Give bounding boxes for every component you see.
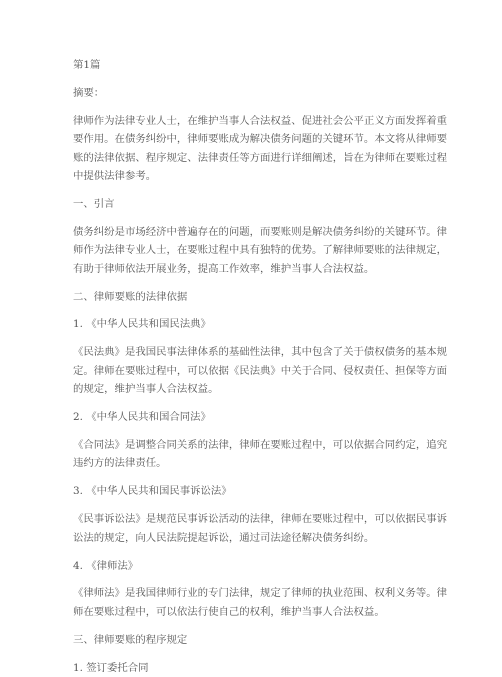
item2-paragraph [73, 436, 448, 473]
section-title: 二、律师要账的法律依据 [73, 290, 188, 303]
list-item-title: 4. 《律师法》 [73, 559, 139, 572]
item1-paragraph [73, 343, 448, 398]
paragraph-line: 定。律师在要账过程中，可以依据《民法典》中关于合同、侵权责任、担保等方面 [73, 364, 448, 377]
paragraph-line: 师在要账过程中，可以依法行使自己的权利，维护当事人合法权益。 [73, 605, 385, 618]
paragraph-line: 账的法律依据、程序规定、法律责任等方面进行详细阐述，旨在为律师在要账过程 [73, 151, 448, 164]
paragraph-line: 的规定，维护当事人合法权益。 [73, 383, 219, 396]
list-item-title: 2. 《中华人民共和国合同法》 [73, 411, 211, 424]
section-title: 一、引言 [73, 197, 115, 210]
paragraph-line: 违约方的法律责任。 [73, 457, 167, 470]
document-heading: 第1篇 [73, 59, 101, 71]
paragraph-line: 律师作为法律专业人士，在维护当事人合法权益、促进社会公平正义方面发挥着重 [73, 114, 448, 127]
intro-paragraph [73, 223, 448, 278]
paragraph-line: 债务纠纷是市场经济中普遍存在的问题，而要账则是解决债务纠纷的关键环节。律 [73, 225, 448, 238]
abstract-paragraph [73, 112, 448, 186]
document-page [73, 56, 448, 677]
paragraph-line: 《民法典》是我国民事法律体系的基础性法律，其中包含了关于债权债务的基本规 [73, 346, 448, 359]
paragraph-line: 讼法的规定，向人民法院提起诉讼，通过司法途径解决债务纠纷。 [73, 531, 375, 544]
paragraph-line: 《合同法》是调整合同关系的法律，律师在要账过程中，可以依据合同约定，追究 [73, 439, 448, 451]
abstract-label: 摘要： [73, 86, 105, 99]
list-item-title: 1. 《中华人民共和国民法典》 [73, 318, 211, 331]
item4-paragraph [73, 584, 448, 621]
list-item-title: 1. 签订委托合同 [73, 661, 149, 674]
paragraph-line: 《民事诉讼法》是规范民事诉讼活动的法律，律师在要账过程中，可以依据民事诉 [73, 513, 448, 526]
paragraph-line: 中提供法律参考。 [73, 170, 157, 183]
section-title: 三、律师要账的程序规定 [73, 633, 188, 646]
list-item-title: 3. 《中华人民共和国民事诉讼法》 [73, 485, 232, 498]
paragraph-line: 有助于律师依法开展业务，提高工作效率，维护当事人合法权益。 [73, 262, 375, 275]
paragraph-line: 《律师法》是我国律师行业的专门法律，规定了律师的执业范围、权利义务等。律 [73, 587, 448, 600]
item3-paragraph [73, 510, 448, 547]
paragraph-line: 要作用。在债务纠纷中，律师要账成为解决债务问题的关键环节。本文将从律师要 [73, 133, 448, 146]
paragraph-line: 师作为法律专业人士，在要账过程中具有独特的优势。了解律师要账的法律规定， [73, 244, 448, 257]
